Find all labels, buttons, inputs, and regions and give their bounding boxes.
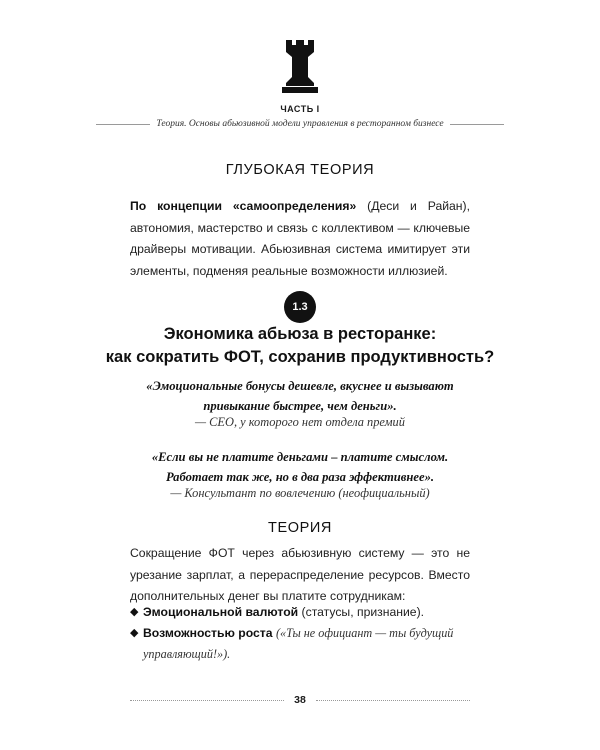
deep-theory-intro-text: (Деси и Райан), автономия, мастерство и связь с коллективом — ключевые драйверы мотивации. Абьюзивная система имитирует эти элементы, подменяя реальные возможности иллюзией. <box>130 199 470 278</box>
page-footer <box>130 694 470 706</box>
quote-1-line2: привыкание быстрее, чем деньги». <box>203 399 397 413</box>
theory-heading: ТЕОРИЯ <box>268 520 332 536</box>
diamond-bullet-icon: ◆ <box>130 627 139 639</box>
bullet-2-text <box>143 623 475 665</box>
part-label: ЧАСТЬ I <box>280 104 320 114</box>
quote-1-line1: «Эмоциональные бонусы дешевле, вкуснее и вызывают <box>146 379 454 393</box>
quote-2-line1: «Если вы не платите деньгами – платите смыслом. <box>151 450 449 464</box>
deep-theory-intro-bold: По концепции «самоопределения» <box>130 199 357 213</box>
subtitle-rule-left <box>96 124 150 125</box>
bullet-2-bold: Возможностью роста <box>143 626 273 640</box>
page-number: 38 <box>294 694 306 706</box>
bullet-1-bold: Эмоциональной валютой <box>143 605 299 619</box>
section-title <box>0 323 600 369</box>
diamond-bullet-icon: ◆ <box>130 606 139 618</box>
theory-paragraph: Сокращение ФОТ через абьюзивную систему — это не урезание зарплат, а перераспределение ресурсов. Вместо дополнительных денег вы платите сотрудникам: <box>130 546 470 603</box>
part-subtitle-text: Теория. Основы абьюзивной модели управления в ресторанном бизнесе <box>156 119 444 129</box>
footer-rule-right <box>316 700 470 701</box>
list-item <box>130 623 475 665</box>
chess-rook-icon <box>277 38 323 94</box>
footer-rule-left <box>130 700 284 701</box>
quote-2-attribution: — Консультант по вовлечению (неофициальный) <box>170 486 430 500</box>
epigraph-quote-2 <box>110 447 490 487</box>
section-number-badge: 1.3 <box>284 291 316 323</box>
bullet-1-rest: (статусы, признание). <box>298 605 425 619</box>
section-title-line2: как сократить ФОТ, сохранив продуктивность? <box>105 348 495 366</box>
bullet-2-italic: («Ты не официант — ты будущий управляющий!»). <box>143 626 454 661</box>
section-title-line1: Экономика абьюза в ресторанке: <box>163 325 437 343</box>
part-subtitle <box>96 119 504 129</box>
bullet-1-text <box>143 602 424 623</box>
epigraph-quote-1 <box>110 376 490 416</box>
subtitle-rule-right <box>450 124 504 125</box>
deep-theory-paragraph <box>130 196 470 282</box>
quote-2-line2: Работает так же, но в два раза эффективнее». <box>165 470 435 484</box>
quote-1-attribution: — CEO, у которого нет отдела премий <box>195 415 405 429</box>
deep-theory-heading: ГЛУБОКАЯ ТЕОРИЯ <box>225 162 375 178</box>
list-item <box>130 602 475 623</box>
